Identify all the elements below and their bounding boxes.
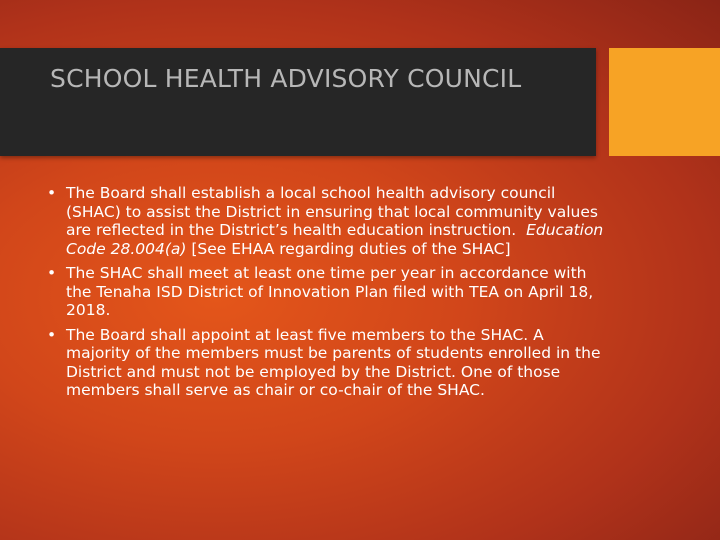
accent-square <box>609 48 720 156</box>
citation: Education Code 28.004(a) <box>66 221 604 258</box>
bullet-marker: • <box>47 264 57 282</box>
bullet-item-membership <box>47 326 607 400</box>
bullet-text: The SHAC shall meet at least one time per year in accordance with the Tenaha ISD District of Innovation Plan filed with TEA on April 18, 2018. <box>66 264 594 319</box>
slide-title: SCHOOL HEALTH ADVISORY COUNCIL <box>50 64 522 93</box>
bullet-text: The Board shall appoint at least five members to the SHAC. A majority of the members must be parents of students enrolled in the District and must not be employed by the District. One of those members shall serve as chair or co-chair of the SHAC. <box>66 325 601 399</box>
bullet-text: The Board shall establish a local school health advisory council (SHAC) to assist the District in ensuring that local community values are reflected in the District’s health education instruction. <box>66 184 598 239</box>
bullet-item-shac-establishment <box>47 184 607 258</box>
bullet-note: [See EHAA regarding duties of the SHAC] <box>191 239 511 258</box>
bullet-list <box>47 184 607 406</box>
bullet-marker: • <box>47 325 57 344</box>
bullet-marker: • <box>47 184 57 202</box>
bullet-item-meeting-frequency <box>47 264 607 320</box>
